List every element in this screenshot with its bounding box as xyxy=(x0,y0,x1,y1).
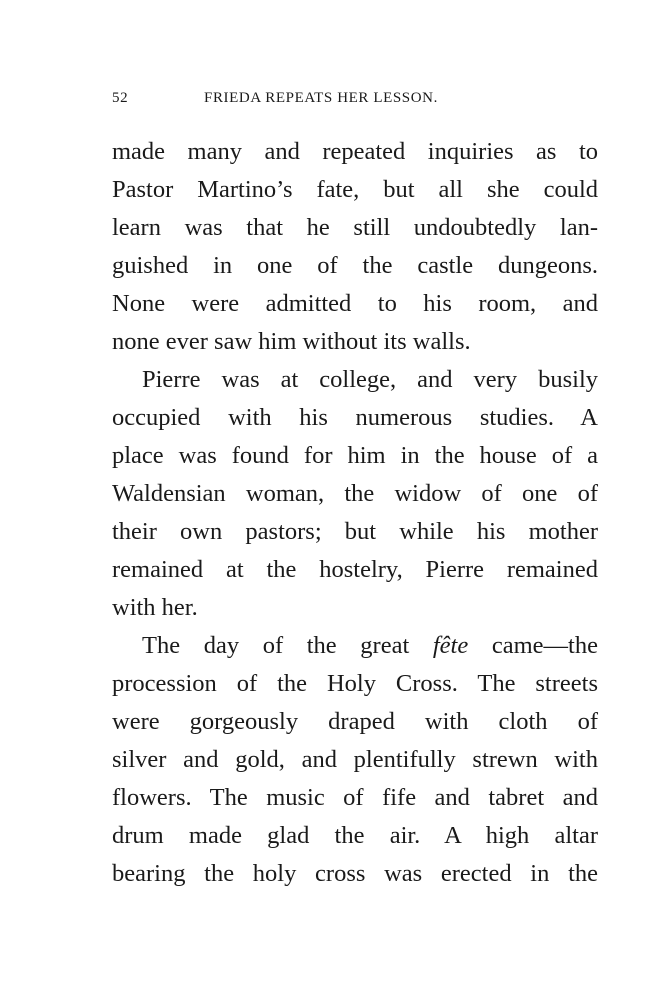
text-line: their own pastors; but while his mother xyxy=(112,518,598,545)
text-line: none ever saw him without its walls. xyxy=(112,328,471,355)
text-line: remained at the hostelry, Pierre remained xyxy=(112,556,598,583)
running-title: FRIEDA REPEATS HER LESSON. xyxy=(204,90,438,106)
text-line: drum made glad the air. A high altar xyxy=(112,822,598,849)
text-line: None were admitted to his room, and xyxy=(112,290,598,317)
text-line: flowers. The music of fife and tabret and xyxy=(112,784,598,811)
text-line: were gorgeously draped with cloth of xyxy=(112,708,598,735)
paragraph xyxy=(112,627,598,893)
text-line: guished in one of the castle dungeons. xyxy=(112,252,598,279)
text-run: The day of the great xyxy=(142,632,433,659)
running-head xyxy=(112,90,602,114)
text-line: procession of the Holy Cross. The streets xyxy=(112,670,598,697)
text-line: learn was that he still undoubtedly lan- xyxy=(112,214,598,241)
text-line: made many and repeated inquiries as to xyxy=(112,138,598,165)
text-line: bearing the holy cross was erected in the xyxy=(112,860,598,887)
text-line: place was found for him in the house of a xyxy=(112,442,598,469)
paragraph xyxy=(112,133,598,361)
italic-word: fête xyxy=(432,632,469,659)
text-line: occupied with his numerous studies. A xyxy=(112,404,598,431)
text-line: Pastor Martino’s fate, but all she could xyxy=(112,176,598,203)
text-line: Waldensian woman, the widow of one of xyxy=(112,480,598,507)
text-run: came—the xyxy=(468,632,598,659)
text-line: Pierre was at college, and very busily xyxy=(142,366,598,393)
text-line: silver and gold, and plentifully strewn with xyxy=(112,746,598,773)
page-number: 52 xyxy=(112,90,129,106)
paragraph xyxy=(112,361,598,627)
text-line: with her. xyxy=(112,594,198,621)
body-text xyxy=(112,133,598,893)
text-line xyxy=(112,627,598,665)
